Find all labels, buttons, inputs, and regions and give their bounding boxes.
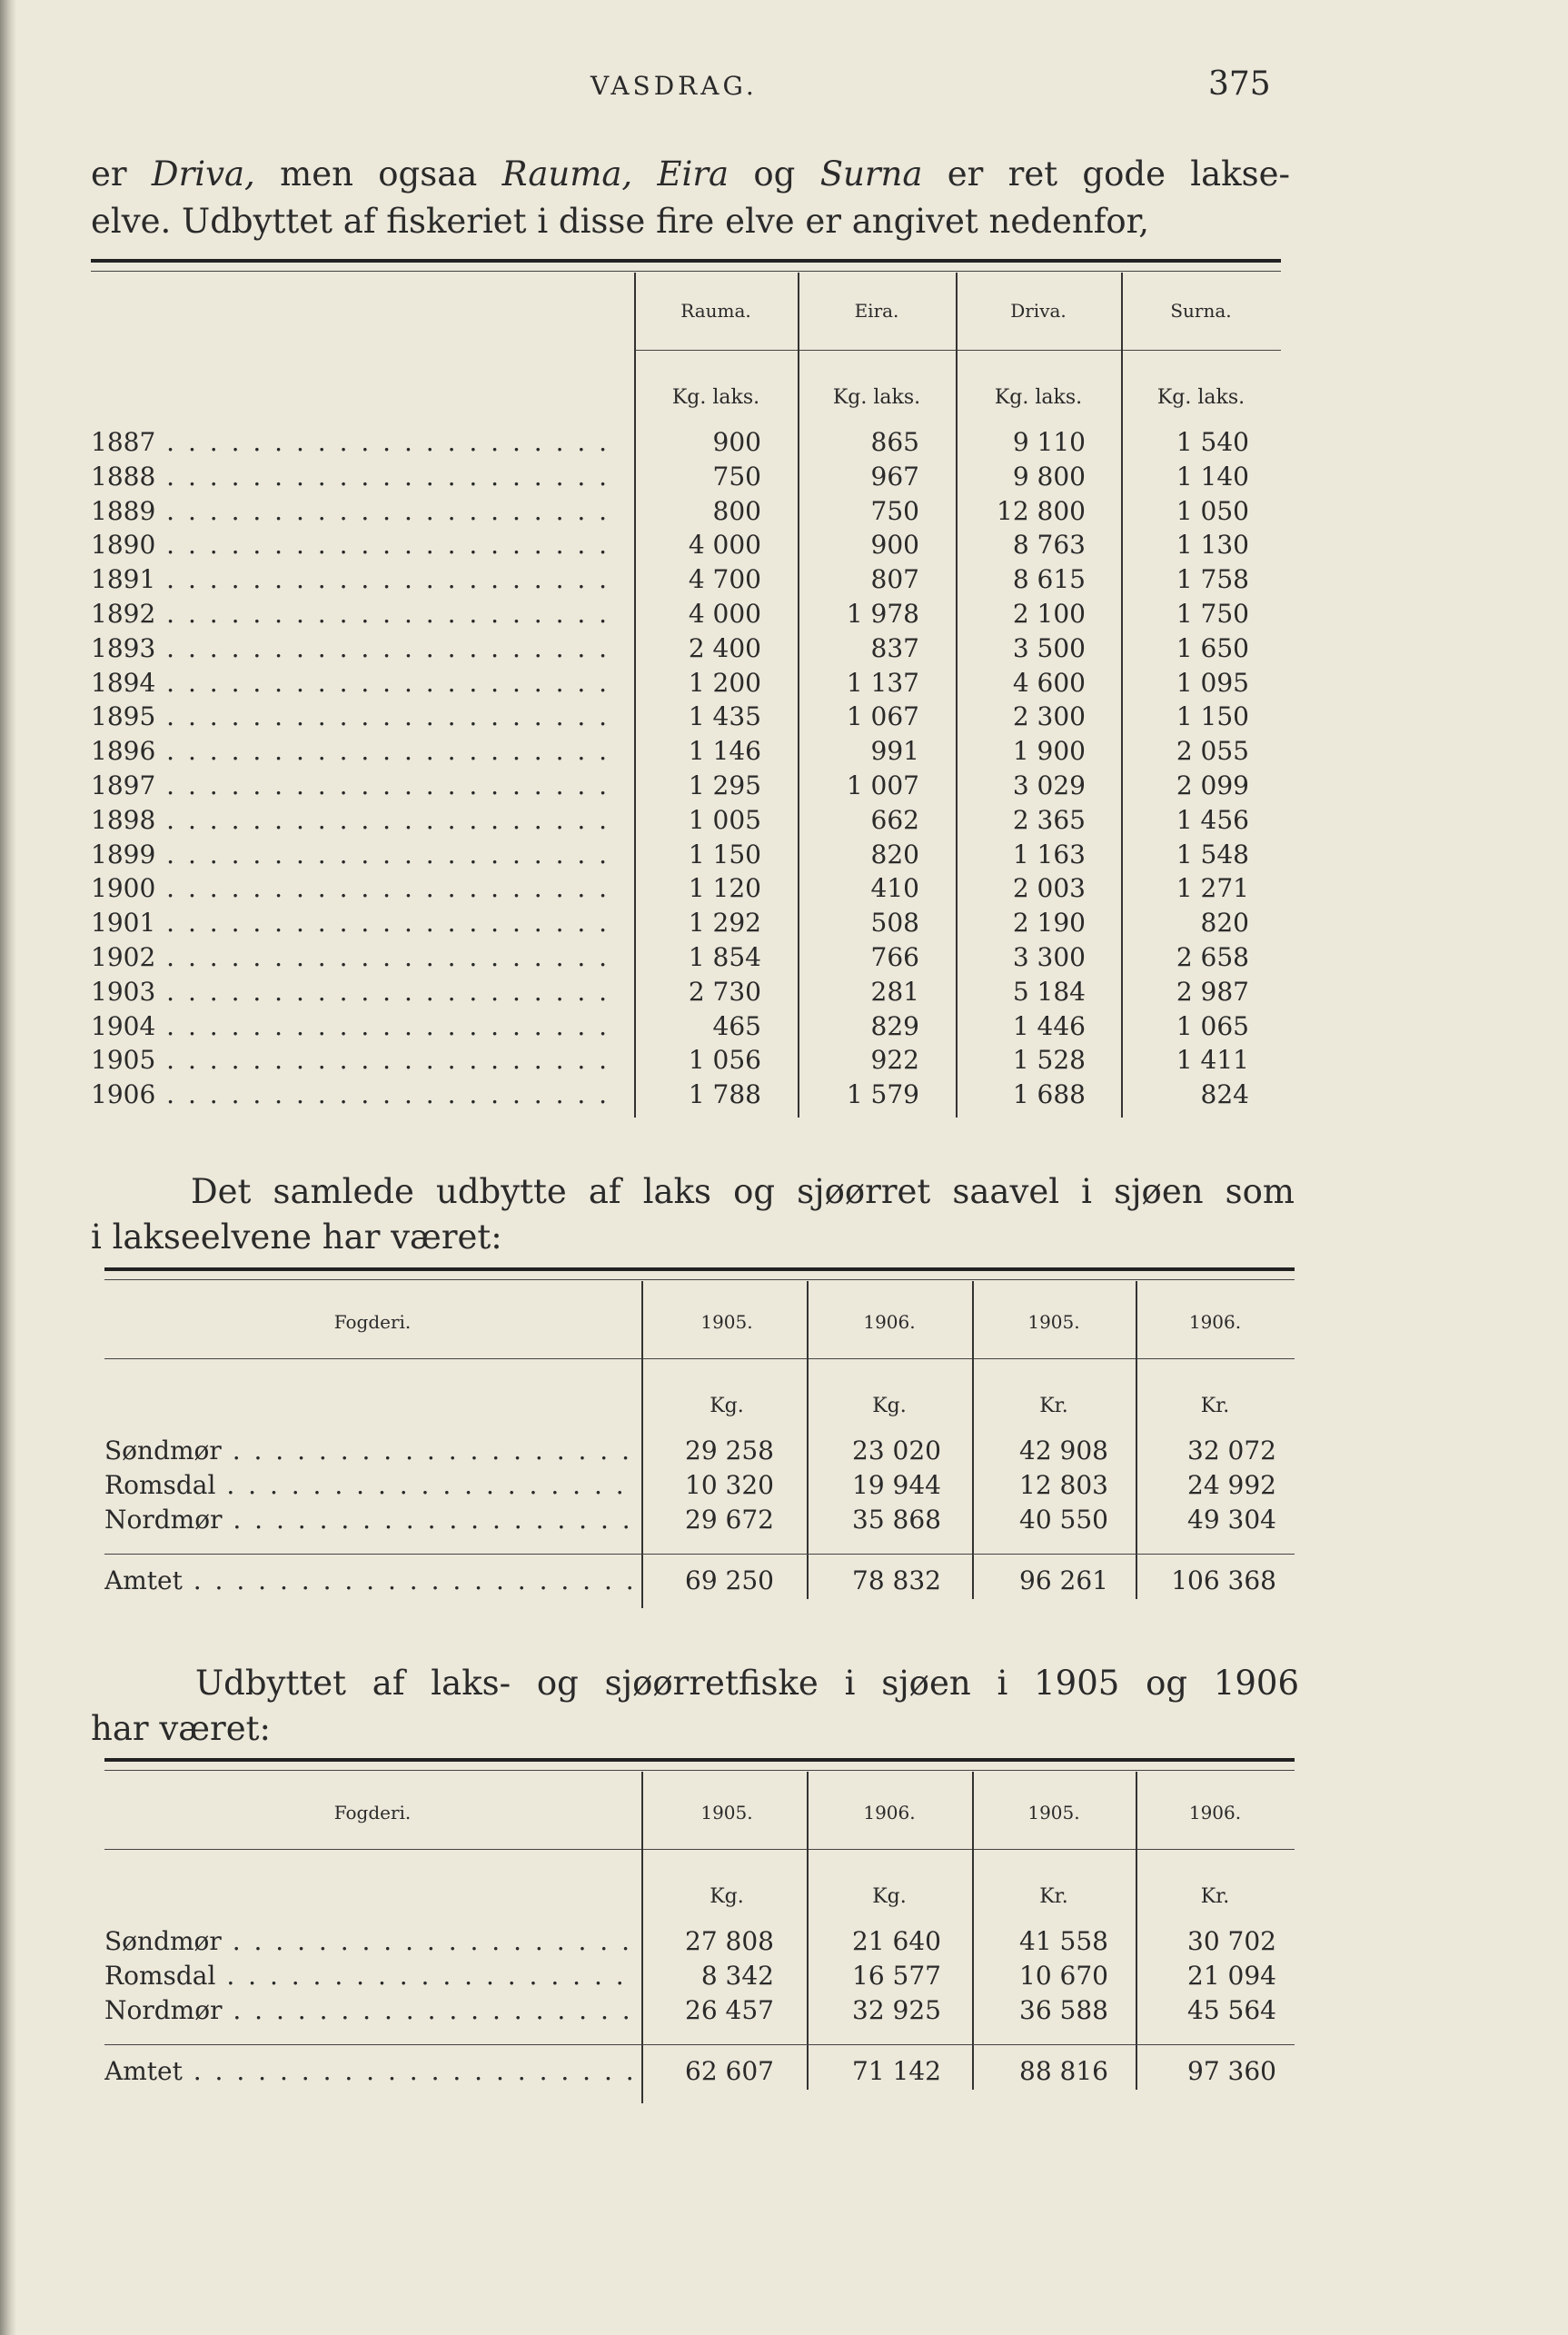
total-value: 69 250 <box>685 1565 774 1595</box>
cell-value: 865 <box>870 427 919 457</box>
row-label: Søndmør . . . <box>104 1926 636 1956</box>
cell-value: 1 854 <box>688 942 761 972</box>
table-top-rule <box>104 1267 1295 1271</box>
row-label: Romsdal . . . <box>104 1470 636 1500</box>
cell-value: 42 908 <box>1019 1436 1108 1466</box>
table-row <box>91 530 1281 564</box>
column-header: 1905. <box>700 1802 753 1823</box>
cell-value: 991 <box>870 736 919 767</box>
cell-value: 807 <box>870 564 919 595</box>
cell-value: 21 094 <box>1187 1961 1276 1991</box>
table-row <box>91 564 1281 599</box>
table-row <box>91 736 1281 770</box>
paragraph-3 <box>195 1661 1299 1706</box>
cell-value: 1 146 <box>688 736 761 767</box>
table-row <box>104 1926 1295 1961</box>
cell-value: 1 065 <box>1176 1010 1249 1041</box>
column-header: Eira. <box>854 300 899 322</box>
page-edge <box>0 0 16 2335</box>
row-label: 1889 . . . <box>91 496 618 526</box>
row-label: 1901 . . . <box>91 908 618 938</box>
row-label: 1904 . . . <box>91 1011 618 1041</box>
cell-value: 750 <box>712 461 761 492</box>
cell-value: 4 700 <box>688 564 761 595</box>
page-header <box>0 65 1568 116</box>
cell-value: 40 550 <box>1019 1505 1108 1535</box>
table-top-rule-thin <box>104 1770 1295 1771</box>
cell-value: 29 258 <box>685 1436 774 1466</box>
cell-value: 2 300 <box>1012 701 1086 732</box>
cell-value: 1 095 <box>1176 667 1249 698</box>
cell-value: 1 005 <box>688 804 761 835</box>
cell-value: 30 702 <box>1187 1926 1276 1956</box>
paragraph-2-line-1: Det samlede udbytte af laks og sjøørret saavel i sjøen som <box>191 1172 1295 1211</box>
cell-value: 750 <box>870 495 919 526</box>
table-row <box>91 908 1281 942</box>
cell-value: 2 400 <box>688 632 761 663</box>
row-label: 1906 . . . <box>91 1079 618 1109</box>
row-label: 1892 . . . <box>91 599 618 629</box>
column-header: 1905. <box>1027 1311 1080 1333</box>
cell-value: 1 140 <box>1176 461 1249 492</box>
cell-value: 1 292 <box>688 908 761 939</box>
paragraph-3-line-1: Udbyttet af laks- og sjøørretfiske i sjøen i 1905 og 1906 <box>195 1664 1299 1703</box>
row-label: 1888 . . . <box>91 462 618 492</box>
row-label: 1887 . . . <box>91 427 618 457</box>
column-unit: Kr. <box>1200 1395 1230 1417</box>
row-label: 1895 . . . <box>91 701 618 731</box>
paragraph-3-line-2: har været: <box>91 1709 271 1748</box>
table-row <box>91 977 1281 1011</box>
cell-value: 2 365 <box>1012 804 1086 835</box>
column-unit: Kr. <box>1039 1395 1068 1417</box>
column-unit: Kg. <box>710 1395 744 1417</box>
column-header: 1906. <box>863 1311 916 1333</box>
table-row <box>91 633 1281 668</box>
cell-value: 8 615 <box>1012 564 1086 595</box>
header-rule <box>104 1849 1295 1850</box>
row-label: 1903 . . . <box>91 977 618 1007</box>
cell-value: 1 548 <box>1176 839 1249 869</box>
cell-value: 8 342 <box>700 1961 774 1991</box>
total-value: 71 142 <box>852 2056 941 2086</box>
table-top-rule <box>104 1758 1295 1762</box>
total-row <box>104 2056 1295 2091</box>
table-row <box>91 462 1281 496</box>
column-header: Surna. <box>1170 300 1232 322</box>
paragraph-2 <box>191 1169 1295 1215</box>
cell-value: 2 003 <box>1012 873 1086 904</box>
table-row <box>104 1995 1295 2030</box>
cell-value: 41 558 <box>1019 1926 1108 1956</box>
cell-value: 2 730 <box>688 976 761 1007</box>
table-row <box>91 496 1281 531</box>
row-label: 1898 . . . <box>91 805 618 835</box>
cell-value: 49 304 <box>1187 1505 1276 1535</box>
cell-value: 1 271 <box>1176 873 1249 904</box>
cell-value: 21 640 <box>852 1926 941 1956</box>
cell-value: 829 <box>870 1010 919 1041</box>
cell-value: 1 056 <box>688 1045 761 1076</box>
column-unit: Kg. laks. <box>1156 386 1245 409</box>
cell-value: 4 000 <box>688 599 761 629</box>
column-unit: Kg. <box>872 1395 907 1417</box>
cell-value: 1 456 <box>1176 804 1249 835</box>
cell-value: 27 808 <box>685 1926 774 1956</box>
table-row <box>91 599 1281 633</box>
cell-value: 465 <box>712 1010 761 1041</box>
cell-value: 1 540 <box>1176 427 1249 457</box>
cell-value: 8 763 <box>1012 530 1086 561</box>
cell-value: 4 000 <box>688 530 761 561</box>
table-row <box>91 668 1281 702</box>
cell-value: 766 <box>870 942 919 972</box>
table-row <box>104 1470 1295 1505</box>
column-unit: Kg. laks. <box>671 386 760 409</box>
cell-value: 1 650 <box>1176 632 1249 663</box>
cell-value: 1 758 <box>1176 564 1249 595</box>
cell-value: 1 446 <box>1012 1010 1086 1041</box>
cell-value: 26 457 <box>685 1995 774 2025</box>
table-row <box>91 942 1281 977</box>
table-top-rule <box>91 259 1281 263</box>
column-header: 1906. <box>1188 1311 1242 1333</box>
row-label: 1893 . . . <box>91 633 618 663</box>
total-value: 88 816 <box>1019 2056 1108 2086</box>
cell-value: 820 <box>870 839 919 869</box>
cell-value: 9 110 <box>1012 427 1086 457</box>
column-header: Rauma. <box>680 300 751 322</box>
table-top-rule-thin <box>104 1279 1295 1280</box>
total-value: 106 368 <box>1171 1565 1276 1595</box>
total-rule <box>104 1554 1295 1555</box>
cell-value: 1 900 <box>1012 736 1086 767</box>
cell-value: 3 300 <box>1012 942 1086 972</box>
column-unit: Kg. <box>872 1885 907 1908</box>
row-label: Nordmør . . . <box>104 1995 636 2025</box>
intro-line-1: er Driva, men ogsaa Rauma, Eira og Surna er ret gode lakse- <box>91 154 1290 194</box>
cell-value: 1 978 <box>846 599 919 629</box>
column-unit: Kr. <box>1039 1885 1068 1908</box>
table-row <box>91 873 1281 908</box>
cell-value: 29 672 <box>685 1505 774 1535</box>
cell-value: 12 800 <box>997 495 1086 526</box>
cell-value: 800 <box>712 495 761 526</box>
table-row <box>91 805 1281 840</box>
table-row <box>91 701 1281 736</box>
cell-value: 1 150 <box>688 839 761 869</box>
cell-value: 32 925 <box>852 1995 941 2025</box>
cell-value: 32 072 <box>1187 1436 1276 1466</box>
cell-value: 820 <box>1200 908 1249 939</box>
cell-value: 2 987 <box>1176 976 1249 1007</box>
cell-value: 2 100 <box>1012 599 1086 629</box>
cell-value: 1 411 <box>1176 1045 1249 1076</box>
column-header: Driva. <box>1010 300 1067 322</box>
cell-value: 281 <box>870 976 919 1007</box>
page-number: 375 <box>1208 65 1271 103</box>
cell-value: 2 658 <box>1176 942 1249 972</box>
row-label: Nordmør . . . <box>104 1505 636 1535</box>
cell-value: 1 120 <box>688 873 761 904</box>
row-label: 1902 . . . <box>91 942 618 972</box>
table-row <box>91 1045 1281 1079</box>
row-label: 1897 . . . <box>91 770 618 800</box>
cell-value: 16 577 <box>852 1961 941 1991</box>
cell-value: 1 200 <box>688 667 761 698</box>
cell-value: 1 435 <box>688 701 761 732</box>
table-row <box>104 1961 1295 1995</box>
cell-value: 1 163 <box>1012 839 1086 869</box>
column-unit: Kr. <box>1200 1885 1230 1908</box>
total-row <box>104 1565 1295 1600</box>
cell-value: 10 670 <box>1019 1961 1108 1991</box>
row-label: 1900 . . . <box>91 873 618 903</box>
cell-value: 662 <box>870 804 919 835</box>
row-label: 1890 . . . <box>91 530 618 560</box>
intro-line-2: elve. Udbyttet af fiskeriet i disse fire elve er angivet nedenfor, <box>91 202 1150 241</box>
cell-value: 45 564 <box>1187 1995 1276 2025</box>
table-row <box>104 1436 1295 1470</box>
cell-value: 2 099 <box>1176 770 1249 800</box>
cell-value: 12 803 <box>1019 1470 1108 1500</box>
total-value: 96 261 <box>1019 1565 1108 1595</box>
cell-value: 1 528 <box>1012 1045 1086 1076</box>
column-header: 1905. <box>1027 1802 1080 1823</box>
cell-value: 1 150 <box>1176 701 1249 732</box>
table-row <box>91 770 1281 805</box>
cell-value: 922 <box>870 1045 919 1076</box>
cell-value: 824 <box>1200 1079 1249 1110</box>
total-rule <box>104 2044 1295 2045</box>
cell-value: 508 <box>870 908 919 939</box>
cell-value: 1 130 <box>1176 530 1249 561</box>
paragraph-2-line-2: i lakseelvene har været: <box>91 1217 502 1257</box>
cell-value: 837 <box>870 632 919 663</box>
stub-header: Fogderi. <box>333 1311 412 1333</box>
cell-value: 24 992 <box>1187 1470 1276 1500</box>
cell-value: 1 050 <box>1176 495 1249 526</box>
column-header: 1906. <box>1188 1802 1242 1823</box>
cell-value: 1 688 <box>1012 1079 1086 1110</box>
cell-value: 3 029 <box>1012 770 1086 800</box>
cell-value: 2 190 <box>1012 908 1086 939</box>
cell-value: 1 750 <box>1176 599 1249 629</box>
cell-value: 9 800 <box>1012 461 1086 492</box>
row-label: 1894 . . . <box>91 668 618 698</box>
row-label: 1891 . . . <box>91 564 618 594</box>
cell-value: 1 137 <box>846 667 919 698</box>
total-label: Amtet . . . <box>104 2056 636 2086</box>
cell-value: 967 <box>870 461 919 492</box>
cell-value: 2 055 <box>1176 736 1249 767</box>
cell-value: 19 944 <box>852 1470 941 1500</box>
table-row <box>91 427 1281 462</box>
table-row <box>104 1505 1295 1539</box>
cell-value: 1 007 <box>846 770 919 800</box>
cell-value: 1 579 <box>846 1079 919 1110</box>
column-unit: Kg. laks. <box>832 386 921 409</box>
cell-value: 1 295 <box>688 770 761 800</box>
intro-paragraph <box>91 151 1290 245</box>
row-label: Søndmør . . . <box>104 1436 636 1466</box>
table-row <box>91 840 1281 874</box>
cell-value: 4 600 <box>1012 667 1086 698</box>
column-header: 1905. <box>700 1311 753 1333</box>
row-label: 1905 . . . <box>91 1045 618 1075</box>
column-unit: Kg. <box>710 1885 744 1908</box>
header-rule <box>104 1358 1295 1359</box>
cell-value: 3 500 <box>1012 632 1086 663</box>
running-head: VASDRAG. <box>590 71 758 101</box>
cell-value: 1 788 <box>688 1079 761 1110</box>
table-row <box>91 1011 1281 1046</box>
cell-value: 23 020 <box>852 1436 941 1466</box>
total-value: 97 360 <box>1187 2056 1276 2086</box>
cell-value: 36 588 <box>1019 1995 1108 2025</box>
column-unit: Kg. laks. <box>994 386 1083 409</box>
column-header: 1906. <box>863 1802 916 1823</box>
table-row <box>91 1079 1281 1114</box>
cell-value: 5 184 <box>1012 976 1086 1007</box>
total-label: Amtet . . . <box>104 1565 636 1595</box>
total-value: 62 607 <box>685 2056 774 2086</box>
row-label: 1896 . . . <box>91 736 618 766</box>
total-value: 78 832 <box>852 1565 941 1595</box>
table-top-rule-thin <box>91 271 1281 272</box>
header-rule <box>634 350 1281 351</box>
cell-value: 900 <box>712 427 761 457</box>
cell-value: 900 <box>870 530 919 561</box>
cell-value: 1 067 <box>846 701 919 732</box>
row-label: Romsdal . . . <box>104 1961 636 1991</box>
stub-header: Fogderi. <box>333 1802 412 1823</box>
row-label: 1899 . . . <box>91 840 618 869</box>
cell-value: 410 <box>870 873 919 904</box>
cell-value: 10 320 <box>685 1470 774 1500</box>
cell-value: 35 868 <box>852 1505 941 1535</box>
